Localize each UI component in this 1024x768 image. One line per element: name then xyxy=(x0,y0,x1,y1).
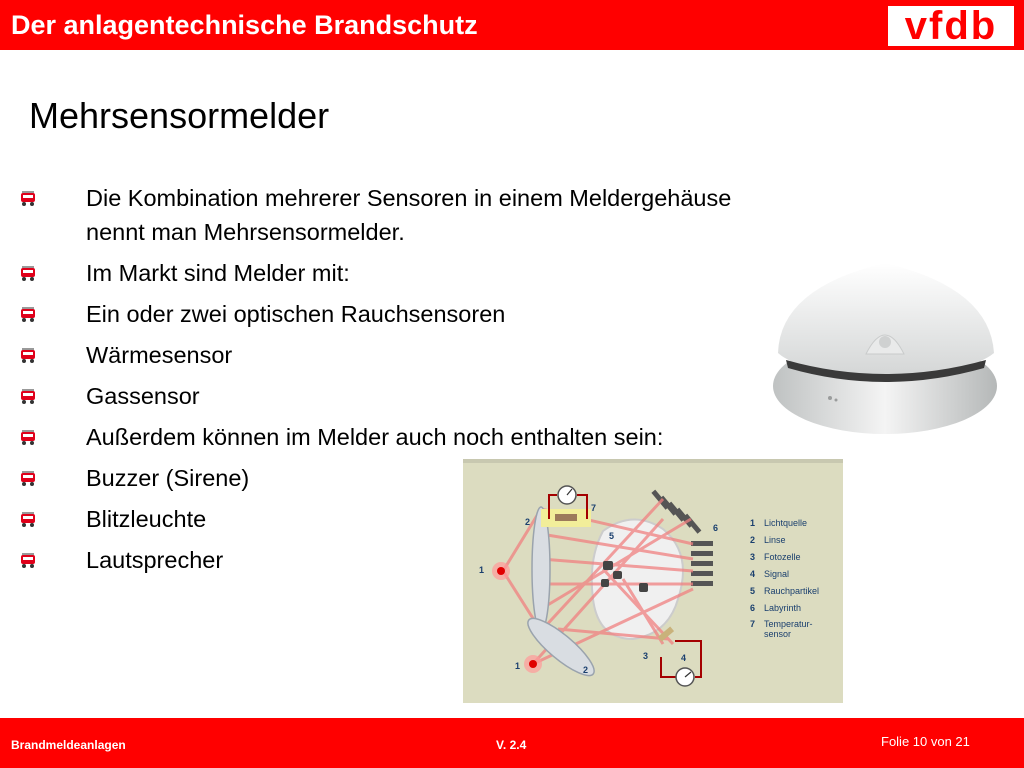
bullet-item xyxy=(0,338,886,372)
fire-truck-icon xyxy=(19,510,37,528)
legend-num: 6 xyxy=(750,603,756,613)
fire-truck-icon xyxy=(19,264,37,282)
bullet-text: Buzzer (Sirene) xyxy=(86,465,250,491)
bullet-text: Gassensor xyxy=(86,383,200,409)
bullet-item xyxy=(0,256,886,290)
legend-label: Labyrinth xyxy=(764,603,802,613)
bullet-item xyxy=(0,379,886,413)
legend-label: Signal xyxy=(764,569,790,579)
fire-truck-icon xyxy=(19,346,37,364)
bullet-text: Außerdem können im Melder auch noch enthalten sein: xyxy=(86,424,664,450)
footer-version: V. 2.4 xyxy=(496,738,527,752)
bullet-item xyxy=(0,420,886,454)
legend-num: 3 xyxy=(750,552,756,562)
callout-5: 5 xyxy=(609,531,615,541)
fire-truck-icon xyxy=(19,387,37,405)
legend-num: 4 xyxy=(750,569,756,579)
legend-label-cont: sensor xyxy=(764,629,792,639)
header-title: Der anlagentechnische Brandschutz xyxy=(11,10,478,40)
bullet-text: Ein oder zwei optischen Rauchsensoren xyxy=(86,301,506,327)
fire-truck-icon xyxy=(19,189,37,207)
legend-num: 5 xyxy=(750,586,756,596)
bullet-text: Wärmesensor xyxy=(86,342,233,368)
callout-2-bottom: 2 xyxy=(583,665,589,675)
legend-label: Linse xyxy=(764,535,786,545)
footer-slide-number: Folie 10 von 21 xyxy=(881,734,970,749)
legend-label: Temperatur- xyxy=(764,619,813,629)
callout-6: 6 xyxy=(713,523,719,533)
callout-3: 3 xyxy=(643,651,649,661)
bullet-text-line2: nennt man Mehrsensormelder. xyxy=(86,219,405,245)
bullet-text: Blitzleuchte xyxy=(86,506,207,532)
legend-label: Lichtquelle xyxy=(764,518,808,528)
smoke-detector-image xyxy=(770,258,1000,438)
callout-4: 4 xyxy=(681,653,687,663)
footer-course-name: Brandmeldeanlagen xyxy=(11,738,126,752)
bullet-text: Lautsprecher xyxy=(86,547,224,573)
legend-label: Fotozelle xyxy=(764,552,801,562)
fire-truck-icon xyxy=(19,469,37,487)
legend-num: 7 xyxy=(750,619,756,629)
legend-num: 2 xyxy=(750,535,756,545)
legend-label: Rauchpartikel xyxy=(764,586,820,596)
fire-truck-icon xyxy=(19,428,37,446)
bullet-text-line1: Die Kombination mehrerer Sensoren in einem Meldergehäuse xyxy=(86,185,732,211)
logo-text: vfdb xyxy=(904,4,998,48)
legend-num: 1 xyxy=(750,518,756,528)
bullet-text: Im Markt sind Melder mit: xyxy=(86,260,350,286)
callout-1-bottom: 1 xyxy=(515,661,521,671)
fire-truck-icon xyxy=(19,551,37,569)
bullet-item xyxy=(0,297,886,331)
callout-1-top: 1 xyxy=(479,565,485,575)
callout-7: 7 xyxy=(591,503,597,513)
fire-truck-icon xyxy=(19,305,37,323)
vfdb-logo xyxy=(888,6,1014,46)
bullet-item xyxy=(0,181,886,249)
slide-title: Mehrsensormelder xyxy=(29,95,330,136)
callout-2-top: 2 xyxy=(525,517,531,527)
optical-sensor-diagram xyxy=(463,459,843,703)
